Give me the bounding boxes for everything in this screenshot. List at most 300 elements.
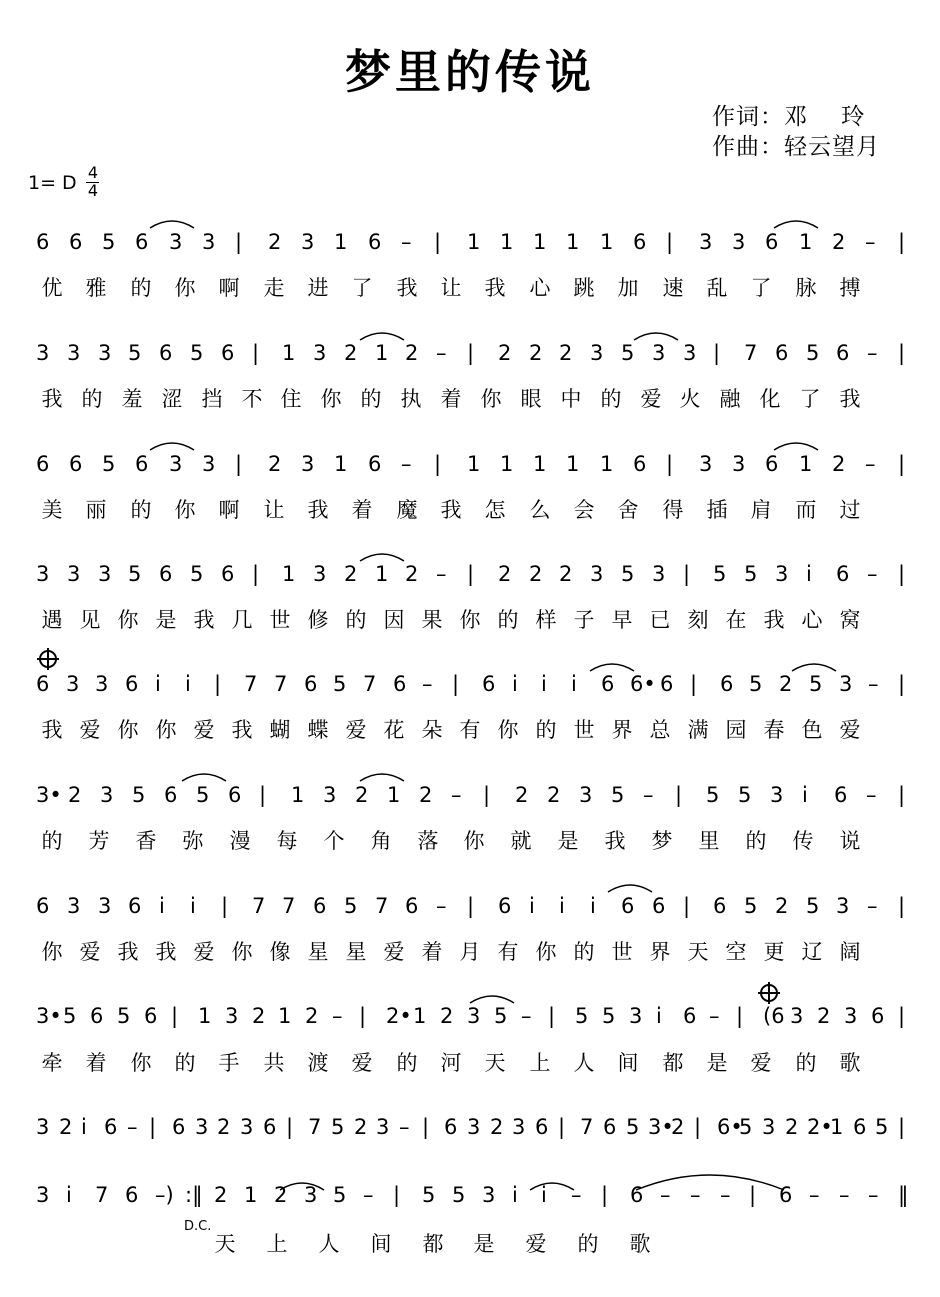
note: 3 [225, 1004, 239, 1028]
note: 6 [368, 230, 382, 254]
dash-extension: – [571, 1183, 582, 1207]
lyric-syllable: 住 [280, 387, 302, 411]
note: 6 [135, 452, 149, 476]
note: 3 [98, 894, 112, 918]
note: i [185, 672, 191, 696]
note: 5 [190, 341, 204, 365]
note: 3 [301, 230, 315, 254]
note: 6 [164, 783, 178, 807]
note: 2 [268, 452, 282, 476]
lyric-syllable: 我 [839, 387, 861, 411]
note: 6 [633, 230, 647, 254]
lyric-syllable: 你 [463, 829, 485, 853]
note: 2 [832, 452, 846, 476]
note: 7 [95, 1183, 109, 1207]
lyric-syllable: 的 [345, 608, 367, 632]
lyric-syllable: 世 [573, 718, 595, 742]
bar-line: | [434, 452, 442, 476]
note: 6 [853, 1115, 867, 1139]
lyric-syllable: 优 [41, 276, 63, 300]
note: 6 [871, 1004, 885, 1028]
lyric-syllable: 里 [698, 829, 720, 853]
note: 5 [739, 1115, 753, 1139]
dash-extension: – [720, 1183, 731, 1207]
lyric-syllable: 得 [662, 498, 684, 522]
note: 5 [738, 783, 752, 807]
note: 6 [652, 894, 666, 918]
note: 1 [375, 341, 389, 365]
note: 2 [252, 1004, 266, 1028]
note: 3 [467, 1115, 481, 1139]
bar-line: :‖ [185, 1183, 203, 1207]
note: 6 [36, 230, 50, 254]
note: 3 [482, 1183, 496, 1207]
lyric-syllable: 都 [422, 1232, 444, 1256]
note: 1 [799, 230, 813, 254]
lyric-syllable: 因 [383, 608, 405, 632]
note: 5 [809, 672, 823, 696]
key-signature: 1= D [28, 172, 77, 194]
note: 3 [376, 1115, 390, 1139]
note: 3 [36, 341, 50, 365]
bar-line: | [235, 230, 243, 254]
bar-line: | [601, 1183, 609, 1207]
lyric-syllable: 月 [459, 940, 481, 964]
slur [150, 221, 194, 228]
note: 2• [807, 1115, 833, 1139]
lyric-syllable: 不 [241, 387, 263, 411]
bar-line: | [171, 1004, 179, 1028]
lyric-syllable: 上 [266, 1232, 288, 1256]
lyric-syllable: 你 [497, 718, 519, 742]
lyric-syllable: 舍 [617, 498, 639, 522]
note: 2 [59, 1115, 73, 1139]
lyric-syllable: 了 [351, 276, 373, 300]
note: 6 [313, 894, 327, 918]
note: 2 [559, 341, 573, 365]
time-signature-top: 4 [87, 163, 99, 182]
dash-extension: – [643, 783, 654, 807]
slur [280, 1183, 324, 1190]
note: 3 [36, 1183, 50, 1207]
note: 2 [217, 1115, 231, 1139]
bar-line: | [214, 672, 222, 696]
bar-line: | [467, 341, 475, 365]
lyric-syllable: 速 [662, 276, 684, 300]
note: 7 [580, 1115, 594, 1139]
lyric-syllable: 星 [307, 940, 329, 964]
note: 2 [498, 341, 512, 365]
note: 6 [36, 894, 50, 918]
note: 6 [393, 672, 407, 696]
note: 3 [732, 230, 746, 254]
lyric-syllable: 都 [662, 1051, 684, 1075]
bar-line: | [749, 1183, 757, 1207]
lyric-syllable: 的 [795, 1051, 817, 1075]
note: 3• [648, 1115, 674, 1139]
lyric-syllable: 落 [417, 829, 439, 853]
note: 7 [252, 894, 266, 918]
lyric-syllable: 么 [529, 498, 551, 522]
note: 3 [467, 1004, 481, 1028]
lyric-syllable: 朵 [421, 718, 443, 742]
slur [636, 1175, 784, 1190]
dash-extension: – [868, 1183, 879, 1207]
note: 7 [274, 672, 288, 696]
note: 1 [566, 452, 580, 476]
note: 3 [169, 452, 183, 476]
note: 2 [268, 230, 282, 254]
note: 6 [836, 562, 850, 586]
note: 5 [102, 230, 116, 254]
lyric-syllable: 我 [155, 940, 177, 964]
lyric-syllable: 我 [763, 608, 785, 632]
lyric-syllable: 总 [649, 718, 671, 742]
lyric-syllable: 在 [725, 608, 747, 632]
lyric-syllable: 角 [370, 829, 392, 853]
note: 2• [386, 1004, 412, 1028]
lyric-syllable: 的 [41, 829, 63, 853]
note: 6 [720, 672, 734, 696]
note: 6 [482, 672, 496, 696]
note: 6• [717, 1115, 743, 1139]
note: 3 [683, 341, 697, 365]
dash-extension: – [865, 230, 876, 254]
note: 3 [95, 672, 109, 696]
note: 3 [202, 452, 216, 476]
note: 5 [190, 562, 204, 586]
note: 6 [603, 1115, 617, 1139]
note: 5 [575, 1004, 589, 1028]
dash-extension: – [690, 1183, 701, 1207]
dash-extension: – [868, 672, 879, 696]
lyric-syllable: 着 [440, 387, 462, 411]
lyric-syllable: 美 [41, 498, 63, 522]
note: 3 [36, 1115, 50, 1139]
lyric-syllable: 跳 [573, 276, 595, 300]
note: 5 [452, 1183, 466, 1207]
note: 6 [125, 1183, 139, 1207]
note: 3 [67, 562, 81, 586]
lyric-syllable: 弥 [182, 829, 204, 853]
bar-line: | [898, 672, 906, 696]
note: 6 [228, 783, 242, 807]
lyric-syllable: 园 [725, 718, 747, 742]
note: 6 [765, 230, 779, 254]
lyric-syllable: 爱 [79, 718, 101, 742]
note: 3 [590, 562, 604, 586]
note: 6 [834, 783, 848, 807]
lyric-syllable: 早 [611, 608, 633, 632]
bar-line: | [235, 452, 243, 476]
bar-line: | [286, 1115, 294, 1139]
bar-line: | [149, 1115, 157, 1139]
note: 2 [440, 1004, 454, 1028]
note: 6 [159, 341, 173, 365]
note: 6 [128, 894, 142, 918]
bar-line: | [898, 1004, 906, 1028]
slur [182, 774, 226, 781]
lyric-syllable: 你 [174, 276, 196, 300]
note: 5 [749, 672, 763, 696]
note: i [66, 1183, 72, 1207]
note: i [512, 1183, 518, 1207]
note: 2 [779, 672, 793, 696]
bar-line: | [898, 452, 906, 476]
lyric-syllable: 的 [497, 608, 519, 632]
note: 6 [69, 452, 83, 476]
lyric-syllable: 的 [745, 829, 767, 853]
lyric-syllable: 牵 [41, 1051, 63, 1075]
slur [150, 443, 194, 450]
bar-line: | [422, 1115, 430, 1139]
bar-line: | [252, 341, 260, 365]
note: 3 [732, 452, 746, 476]
note: 2 [305, 1004, 319, 1028]
lyric-syllable: 刻 [687, 608, 709, 632]
note: 1 [799, 452, 813, 476]
bar-line: | [259, 783, 267, 807]
note: 2 [498, 562, 512, 586]
lyric-syllable: 满 [687, 718, 709, 742]
bar-line: | [359, 1004, 367, 1028]
lyric-syllable: 我 [117, 940, 139, 964]
lyric-syllable: 肩 [750, 498, 772, 522]
note: 5 [706, 783, 720, 807]
slur [360, 333, 404, 340]
note: 6 [535, 1115, 549, 1139]
lyric-syllable: 是 [473, 1232, 495, 1256]
bar-line: | [558, 1115, 566, 1139]
note: i [159, 894, 165, 918]
note: 1 [278, 1004, 292, 1028]
lyric-syllable: 爱 [839, 718, 861, 742]
dash-extension: – [451, 783, 462, 807]
note: 3 [839, 672, 853, 696]
lyric-syllable: 爱 [351, 1051, 373, 1075]
lyric-syllable: 歌 [629, 1232, 651, 1256]
note: (6 [763, 1004, 785, 1028]
lyric-syllable: 让 [440, 276, 462, 300]
note: 1 [334, 230, 348, 254]
bar-line: | [221, 894, 229, 918]
lyric-syllable: 的 [535, 718, 557, 742]
lyric-syllable: 的 [174, 1051, 196, 1075]
note: 3 [313, 562, 327, 586]
note: 6 [498, 894, 512, 918]
note: 6 [263, 1115, 277, 1139]
note: 6 [683, 1004, 697, 1028]
lyric-syllable: 修 [307, 608, 329, 632]
note: 1 [500, 230, 514, 254]
lyric-syllable: 中 [560, 387, 582, 411]
dash-extension: – [436, 341, 447, 365]
note: 2 [214, 1183, 228, 1207]
slur [360, 774, 404, 781]
lyric-syllable: 我 [41, 387, 63, 411]
note: 3 [770, 783, 784, 807]
note: 3 [844, 1004, 858, 1028]
note: 3• [36, 1004, 62, 1028]
lyric-syllable: 几 [231, 608, 253, 632]
note: i [190, 894, 196, 918]
lyric-syllable: 我 [231, 718, 253, 742]
note: 6 [104, 1115, 118, 1139]
note: 2 [515, 783, 529, 807]
note: 7 [282, 894, 296, 918]
note: 5 [422, 1183, 436, 1207]
lyric-syllable: 见 [79, 608, 101, 632]
lyric-syllable: 爱 [750, 1051, 772, 1075]
note: 2 [405, 341, 419, 365]
lyric-syllable: 果 [421, 608, 443, 632]
note: 5 [331, 1115, 345, 1139]
note: 3• [36, 783, 62, 807]
bar-line: | [393, 1183, 401, 1207]
note: 1 [533, 230, 547, 254]
note: 3 [836, 894, 850, 918]
note: 3 [301, 452, 315, 476]
note: 2 [405, 562, 419, 586]
note: 3 [304, 1183, 318, 1207]
lyric-syllable: 爱 [345, 718, 367, 742]
bar-line: | [467, 894, 475, 918]
lyric-syllable: 你 [130, 1051, 152, 1075]
lyric-syllable: 香 [135, 829, 157, 853]
note: 7 [375, 894, 389, 918]
dash-extension: – [401, 452, 412, 476]
bar-line: | [898, 341, 906, 365]
lyric-syllable: 乱 [706, 276, 728, 300]
note: 2 [355, 783, 369, 807]
lyric-syllable: 你 [117, 718, 139, 742]
note: 2 [529, 562, 543, 586]
note: 2 [529, 341, 543, 365]
note: 1 [467, 452, 481, 476]
note: 6 [765, 452, 779, 476]
note: 3 [202, 230, 216, 254]
lyric-syllable: 过 [839, 498, 861, 522]
note: 3 [699, 452, 713, 476]
note: i [802, 783, 808, 807]
note: 3 [699, 230, 713, 254]
dash-extension: – [436, 562, 447, 586]
lyric-syllable: 空 [725, 940, 747, 964]
note: 2 [832, 230, 846, 254]
note: 6 [779, 1183, 793, 1207]
slur [774, 443, 818, 450]
lyric-syllable: 我 [396, 276, 418, 300]
note: i [541, 1183, 547, 1207]
lyric-syllable: 我 [604, 829, 626, 853]
lyric-syllable: 手 [218, 1051, 240, 1075]
note: 6 [713, 894, 727, 918]
lyric-syllable: 羞 [121, 387, 143, 411]
lyric-syllable: 的 [360, 387, 382, 411]
lyric-syllable: 世 [611, 940, 633, 964]
note: 1 [467, 230, 481, 254]
lyric-syllable: 天 [214, 1232, 236, 1256]
note: 6 [368, 452, 382, 476]
bar-line: | [252, 562, 260, 586]
lyric-syllable: 爱 [193, 940, 215, 964]
note: i [541, 672, 547, 696]
lyric-syllable: 蝶 [307, 718, 329, 742]
dash-extension: – [865, 452, 876, 476]
dash-extension: – [436, 894, 447, 918]
bar-line: | [736, 1004, 744, 1028]
lyric-syllable: 有 [497, 940, 519, 964]
lyric-syllable: 是 [155, 608, 177, 632]
lyric-syllable: 天 [484, 1051, 506, 1075]
lyric-syllable: 眼 [520, 387, 542, 411]
note: i [81, 1115, 87, 1139]
note: 1 [334, 452, 348, 476]
note: 2 [775, 894, 789, 918]
lyric-syllable: 天 [687, 940, 709, 964]
bar-line: | [548, 1004, 556, 1028]
note: 3 [98, 341, 112, 365]
note: i [529, 894, 535, 918]
lyric-syllable: 了 [799, 387, 821, 411]
note: 1 [244, 1183, 258, 1207]
dash-extension: – [809, 1183, 820, 1207]
note: 1 [600, 230, 614, 254]
note: i [512, 672, 518, 696]
lyric-syllable: 已 [649, 608, 671, 632]
note: 3 [195, 1115, 209, 1139]
lyric-syllable: 就 [510, 829, 532, 853]
lyric-syllable: 遇 [41, 608, 63, 632]
lyric-syllable: 搏 [839, 276, 861, 300]
note: 3 [100, 783, 114, 807]
note: 3 [98, 562, 112, 586]
lyric-syllable: 执 [400, 387, 422, 411]
lyric-syllable: 每 [276, 829, 298, 853]
lyric-syllable: 样 [535, 608, 557, 632]
lyric-syllable: 插 [706, 498, 728, 522]
lyric-syllable: 爱 [640, 387, 662, 411]
lyric-syllable: 梦 [651, 829, 673, 853]
lyric-syllable: 蝴 [269, 718, 291, 742]
note: 5 [602, 1004, 616, 1028]
lyric-syllable: 的 [81, 387, 103, 411]
note: 1 [282, 341, 296, 365]
lyric-syllable: 魔 [396, 498, 418, 522]
note: 6 [90, 1004, 104, 1028]
lyric-syllable: 你 [535, 940, 557, 964]
note: 2 [68, 783, 82, 807]
note: 6 [601, 672, 615, 696]
lyric-syllable: 了 [750, 276, 772, 300]
note: 5 [621, 341, 635, 365]
note: 5 [713, 562, 727, 586]
slur [590, 664, 634, 671]
bar-line: | [898, 783, 906, 807]
note: 6• [630, 672, 656, 696]
lyric-syllable: 你 [117, 608, 139, 632]
note: i [656, 1004, 662, 1028]
note: 5 [333, 672, 347, 696]
lyric-syllable: 爱 [525, 1232, 547, 1256]
note: 7 [244, 672, 258, 696]
lyric-syllable: 加 [617, 276, 639, 300]
note: 6 [304, 672, 318, 696]
bar-line: | [898, 562, 906, 586]
composer-credit: 作曲：轻云望月 [712, 134, 880, 160]
note: 6 [621, 894, 635, 918]
note: 6 [144, 1004, 158, 1028]
